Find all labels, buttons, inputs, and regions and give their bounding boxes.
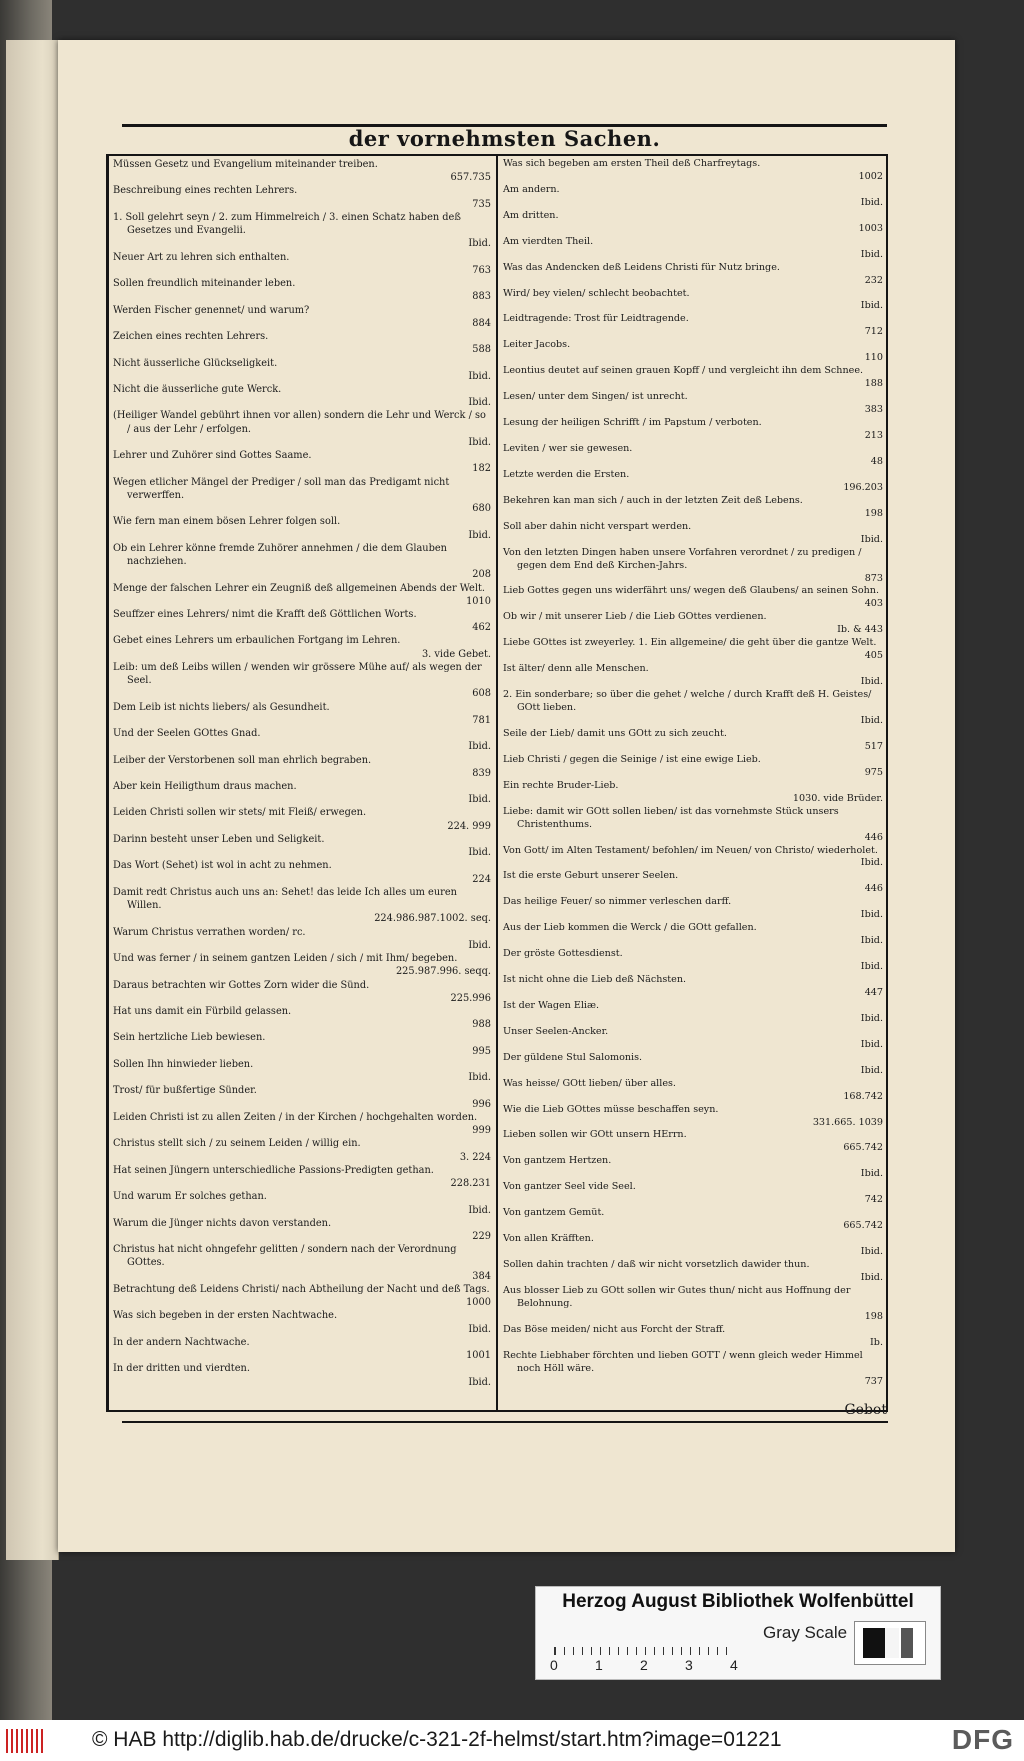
bottom-rule [106, 1410, 888, 1412]
index-entry-text: Lehrer und Zuhörer sind Gottes Saame. [113, 450, 312, 462]
index-entry-page: 665.742 [843, 1142, 883, 1154]
index-entry-text: Leiden Christi ist zu allen Zeiten / in der Kirchen / hochgehalten worden. [113, 1111, 478, 1123]
index-entry [503, 313, 883, 339]
index-entry-text: Leiber der Verstorbenen soll man ehrlich begraben. [113, 754, 372, 766]
ruler-number: 4 [730, 1657, 738, 1673]
index-entry-page: 182 [472, 463, 491, 475]
index-entry-page: Ibid. [860, 196, 883, 208]
index-entry-text: Leontius deutet auf seinen grauen Kopff / und vergleicht ihn dem Schnee. [503, 365, 864, 377]
index-entry [113, 926, 491, 952]
index-entry-page: Ibid. [860, 909, 883, 921]
index-entry [503, 585, 883, 611]
index-entry [113, 383, 491, 409]
index-entry-page: Ibid. [468, 1376, 491, 1388]
index-entry-page: 224.986.987.1002. seq. [374, 913, 491, 925]
index-entry [113, 661, 491, 701]
index-entry-text: Damit redt Christus auch uns an: Sehet! das leide Ich alles um euren Willen. [113, 886, 457, 912]
facing-page-edge [6, 40, 59, 1560]
index-entry-page: 198 [864, 1310, 883, 1322]
index-entry-text: Zeichen eines rechten Lehrers. [113, 331, 269, 343]
index-entry-page: 383 [864, 404, 883, 416]
index-entry-text: Gebet eines Lehrers um erbaulichen Fortgang im Lehren. [113, 635, 401, 647]
index-entry [113, 542, 491, 582]
index-entry-text: Von gantzer Seel vide Seel. [503, 1181, 636, 1193]
catchword: Gebot [844, 1402, 887, 1418]
index-entry-page: 988 [472, 1019, 491, 1031]
ruler-number: 3 [685, 1657, 693, 1673]
index-entry [503, 210, 883, 236]
bottom-rule-2 [122, 1421, 888, 1423]
index-entry-page: 735 [472, 198, 491, 210]
index-entry-page: 873 [864, 572, 883, 584]
index-entry [503, 870, 883, 896]
index-entry [113, 701, 491, 727]
index-entry-text: Leiden Christi sollen wir stets/ mit Fleiß/ erwegen. [113, 807, 367, 819]
gray-chip-dark [863, 1628, 885, 1658]
index-entry-text: Am andern. [503, 183, 560, 195]
index-entry-page: Ibid. [860, 961, 883, 973]
index-entry-text: Liebe GOttes ist zweyerley. 1. Ein allgemeine/ die geht über die gantze Welt. [503, 637, 877, 649]
index-entry-page: 446 [864, 883, 883, 895]
ruler-number: 0 [550, 1657, 558, 1673]
index-entry-text: Liebe: damit wir GOtt sollen lieben/ ist das vornehmste Stück unsers Christenthums. [503, 805, 839, 830]
index-entry-text: Seile der Lieb/ damit uns GOtt zu sich zeucht. [503, 727, 727, 739]
index-column-left [113, 158, 491, 1389]
index-entry [113, 952, 491, 978]
index-entry-page: 975 [864, 766, 883, 778]
index-entry-page: Ibid. [468, 529, 491, 541]
index-entry-page: 188 [864, 378, 883, 390]
frame-right-rule [886, 154, 888, 1410]
footer-copyright-link[interactable]: © HAB http://diglib.hab.de/drucke/c-321-2f-helmst/start.htm?image=01221 [92, 1728, 782, 1751]
index-entry-text: Das Wort (Sehet) ist wol in acht zu nehmen. [113, 860, 332, 872]
index-entry [503, 236, 883, 262]
index-entry-text: Daraus betrachten wir Gottes Zorn wider die Sünd. [113, 979, 370, 991]
index-entry-text: Was sich begeben in der ersten Nachtwache. [113, 1310, 338, 1322]
index-entry-text: Dem Leib ist nichts liebers/ als Gesundheit. [113, 701, 330, 713]
index-entry-page: 168.742 [843, 1090, 883, 1102]
index-entry [503, 469, 883, 495]
index-entry [503, 1155, 883, 1181]
index-entry-page: Ibid. [860, 1168, 883, 1180]
index-entry-page: 3. 224 [459, 1151, 491, 1163]
index-entry-page: Ibid. [468, 847, 491, 859]
index-entry-page: 224. 999 [447, 820, 491, 832]
index-entry-page: Ibid. [860, 935, 883, 947]
index-entry [503, 974, 883, 1000]
index-entry [113, 608, 491, 634]
index-entry-text: Leiter Jacobs. [503, 339, 571, 351]
index-entry-page: 999 [472, 1125, 491, 1137]
index-entry [113, 754, 491, 780]
index-entry-text: Von Gott/ im Alten Testament/ befohlen/ im Neuen/ von Christo/ wiederholet. [503, 844, 878, 856]
index-entry-text: Lesen/ unter dem Singen/ ist unrecht. [503, 391, 688, 403]
index-entry-page: Ibid. [468, 436, 491, 448]
index-entry [113, 1336, 491, 1362]
index-entry [503, 1026, 883, 1052]
index-entry-text: Und warum Er solches gethan. [113, 1191, 267, 1203]
index-entry-text: Was das Andencken deß Leidens Christi für Nutz bringe. [503, 261, 780, 273]
index-entry-page: 229 [472, 1230, 491, 1242]
index-entry-page: 517 [864, 740, 883, 752]
index-entry [503, 417, 883, 443]
index-entry [503, 288, 883, 314]
index-entry [503, 547, 883, 586]
gray-scale-label: Gray Scale [763, 1623, 848, 1642]
index-entry-text: Wie fern man einem bösen Lehrer folgen soll. [113, 516, 341, 528]
index-entry-page: Ibid. [468, 939, 491, 951]
index-entry [503, 1052, 883, 1078]
index-entry-page: 48 [870, 455, 883, 467]
index-entry [113, 171, 491, 184]
index-entry-text: Nicht die äusserliche gute Werck. [113, 383, 282, 395]
index-entry-text: Darinn besteht unser Leben und Seligkeit. [113, 833, 325, 845]
index-entry-text: Ist die erste Geburt unserer Seelen. [503, 870, 679, 882]
index-entry-page: Ibid. [860, 1271, 883, 1283]
index-entry-text: Menge der falschen Lehrer ein Zeugniß deß allgemeinen Abends der Welt. [113, 582, 486, 594]
index-entry-text: Sein hertzliche Lieb bewiesen. [113, 1032, 266, 1044]
index-entry [503, 1104, 883, 1130]
index-entry [113, 184, 491, 210]
index-entry [503, 1129, 883, 1155]
index-entry-text: Hat uns damit ein Fürbild gelassen. [113, 1006, 292, 1017]
index-entry [113, 357, 491, 383]
index-entry-page: 224 [472, 873, 491, 885]
index-entry [503, 922, 883, 948]
index-entry-text: Das heilige Feuer/ so nimmer verleschen darff. [503, 896, 732, 908]
index-entry-page: 1000 [466, 1297, 491, 1309]
index-entry [503, 1207, 883, 1233]
index-entry [113, 582, 491, 608]
index-entry [113, 1084, 491, 1110]
index-entry-text: Lieben sollen wir GOtt unsern HErrn. [503, 1129, 687, 1141]
index-entry-text: Ein rechte Bruder-Lieb. [503, 779, 619, 791]
index-entry [113, 1243, 491, 1283]
index-entry-text: Ist der Wagen Eliæ. [503, 999, 600, 1011]
index-entry [503, 689, 883, 728]
ruler-number: 1 [595, 1657, 603, 1673]
column-divider-rule [496, 154, 498, 1410]
library-name: Herzog August Bibliothek Wolfenbüttel [562, 1591, 914, 1612]
index-entry-text: Der gröste Gottesdienst. [503, 948, 623, 960]
index-entry-text: Christus hat nicht ohngefehr gelitten / sondern nach der Verordnung GOttes. [113, 1244, 457, 1269]
index-entry [503, 611, 883, 637]
index-entry [113, 409, 491, 449]
index-entry-page: 996 [472, 1098, 491, 1110]
index-entry-page: 384 [472, 1270, 491, 1282]
index-entry-text: Sollen Ihn hinwieder lieben. [113, 1058, 254, 1070]
index-entry-text: Wird/ bey vielen/ schlecht beobachtet. [503, 287, 690, 299]
index-entry [113, 1031, 491, 1057]
index-entry [503, 896, 883, 922]
index-entry-text: Am dritten. [503, 209, 559, 221]
index-entry [113, 979, 491, 1005]
index-entry-text: Was heisse/ GOtt lieben/ über alles. [503, 1077, 676, 1089]
index-entry-page: 781 [472, 714, 491, 726]
index-entry-text: Leviten / wer sie gewesen. [503, 442, 633, 454]
index-entry-text: Aus blosser Lieb zu GOtt sollen wir Gutes thun/ nicht aus Hoffnung der Belohnung. [503, 1284, 851, 1309]
index-entry-page: 208 [472, 569, 491, 581]
index-entry-text: Beschreibung eines rechten Lehrers. [113, 185, 298, 197]
index-entry-page: 1002 [858, 170, 883, 182]
index-entry-page: Ib. & 443 [837, 624, 883, 636]
index-entry [503, 495, 883, 521]
index-entry-page: Ibid. [860, 676, 883, 688]
index-entry-page: Ibid. [860, 1064, 883, 1076]
index-entry [113, 1283, 491, 1309]
index-entry-text: Werden Fischer genennet/ und warum? [113, 304, 310, 316]
index-entry-page: Ibid. [468, 370, 491, 382]
index-entry-page: 680 [472, 503, 491, 515]
index-entry-text: Aus der Lieb kommen die Werck / die GOtt gefallen. [503, 922, 757, 934]
index-entry-text: Lesung der heiligen Schrifft / im Papstum / verboten. [503, 417, 762, 429]
index-entry-page: 712 [864, 326, 883, 338]
index-entry-page: Ibid. [468, 1204, 491, 1216]
index-entry-page: 995 [472, 1045, 491, 1057]
index-entry [113, 158, 491, 171]
index-entry-page: 1001 [466, 1350, 491, 1362]
index-entry-page: 110 [864, 352, 883, 364]
index-entry-text: Betrachtung deß Leidens Christi/ nach Abtheilung der Nacht und deß Tags. [113, 1283, 490, 1295]
index-entry-text: Leidtragende: Trost für Leidtragende. [503, 313, 689, 325]
index-entry-text: (Heiliger Wandel gebührt ihnen vor allen) sondern die Lehr und Werck / so / aus der Lehr / erfolgen. [113, 410, 486, 435]
index-entry-page: 1010 [466, 595, 491, 607]
index-entry [113, 886, 491, 926]
index-entry [113, 330, 491, 356]
index-entry-text: Letzte werden die Ersten. [503, 468, 630, 480]
index-entry [503, 1350, 883, 1389]
index-entry [113, 634, 491, 660]
index-entry-text: Seuffzer eines Lehrers/ nimt die Krafft deß Göttlichen Worts. [113, 608, 417, 620]
dfg-logo: DFG [951, 1724, 1014, 1755]
index-entry-text: In der andern Nachtwache. [113, 1336, 250, 1348]
index-entry-page: Ibid. [860, 857, 883, 869]
index-entry-page: Ibid. [860, 533, 883, 545]
index-entry-text: Rechte Liebhaber förchten und lieben GOTT / wenn gleich weder Himmel noch Höll wäre. [503, 1349, 863, 1374]
index-entry-text: Und was ferner / in seinem gantzen Leiden / sich / mit Ihm/ begeben. [113, 953, 458, 965]
index-entry [113, 211, 491, 251]
index-entry-page: 225.996 [450, 992, 491, 1004]
index-entry-text: Warum die Jünger nichts davon verstanden. [113, 1217, 332, 1229]
index-entry-page: Ibid. [860, 1246, 883, 1258]
index-entry [113, 833, 491, 859]
gray-chip-mid [901, 1628, 913, 1658]
index-entry [503, 443, 883, 469]
index-entry [503, 1285, 883, 1324]
index-entry-page: 447 [864, 987, 883, 998]
frame-left-rule [106, 154, 109, 1410]
index-entry-text: Bekehren kan man sich / auch in der letzten Zeit deß Lebens. [503, 494, 803, 506]
index-entry-text: Von allen Kräfften. [503, 1233, 594, 1245]
index-entry-text: Von gantzem Hertzen. [503, 1155, 612, 1167]
index-entry-page: 196.203 [843, 481, 883, 493]
index-entry [113, 449, 491, 475]
index-entry-text: Müssen Gesetz und Evangelium miteinander treiben. [113, 159, 378, 170]
index-entry-page: Ibid. [468, 397, 491, 409]
index-entry-page: Ibid. [468, 1072, 491, 1084]
index-entry [113, 304, 491, 330]
index-entry-text: Neuer Art zu lehren sich enthalten. [113, 251, 290, 263]
index-entry-page: 884 [472, 317, 491, 329]
index-entry [113, 476, 491, 516]
index-entry [113, 1309, 491, 1335]
index-entry-page: 198 [864, 507, 883, 519]
index-entry [503, 845, 883, 871]
index-entry-text: Sollen dahin trachten / daß wir nicht vorsetzlich dawider thun. [503, 1259, 810, 1271]
index-entry-text: 1. Soll gelehrt seyn / 2. zum Himmelreich / 3. einen Schatz haben deß Gesetzes und Evangelii. [113, 211, 461, 237]
index-entry [113, 1362, 491, 1388]
index-entry-text: Der güldene Stul Salomonis. [503, 1051, 643, 1063]
ruler-ticks [554, 1647, 735, 1655]
index-entry-text: Das Böse meiden/ nicht aus Forcht der Straff. [503, 1323, 726, 1335]
index-entry-page: Ibid. [468, 794, 491, 806]
index-entry-page: 3. vide Gebet. [421, 648, 491, 660]
index-entry-page: Ibid. [860, 248, 883, 260]
library-color-card [535, 1586, 941, 1680]
index-entry-page: 446 [864, 831, 883, 843]
index-entry-text: In der dritten und vierdten. [113, 1363, 250, 1375]
index-entry [503, 339, 883, 365]
index-entry-text: Wie die Lieb GOttes müsse beschaffen seyn. [503, 1103, 719, 1115]
index-entry [113, 1005, 491, 1031]
index-entry [113, 277, 491, 303]
index-entry-page: Ibid. [860, 300, 883, 312]
index-entry-page: 228.231 [450, 1178, 491, 1190]
ruler-number: 2 [640, 1657, 648, 1673]
index-entry-text: Hat seinen Jüngern unterschiedliche Passions-Predigten gethan. [113, 1164, 434, 1176]
index-entry-text: Ist älter/ denn alle Menschen. [503, 663, 649, 675]
index-entry-text: Trost/ für bußfertige Sünder. [113, 1085, 257, 1097]
index-entry-page: 588 [472, 344, 491, 356]
index-entry [113, 251, 491, 277]
index-entry [503, 948, 883, 974]
hab-logo-icon [6, 1729, 46, 1753]
index-entry-text: Aber kein Heiligthum draus machen. [113, 781, 297, 793]
index-entry-page: 883 [472, 291, 491, 303]
index-entry-page: Ibid. [860, 1012, 883, 1024]
index-entry-page: 213 [864, 430, 883, 442]
index-entry [503, 728, 883, 754]
index-entry-page: 405 [864, 650, 883, 662]
index-entry [503, 1078, 883, 1104]
index-entry [503, 1181, 883, 1207]
index-entry-page: 225.987.996. seqq. [395, 966, 491, 978]
index-entry-page: 608 [472, 688, 491, 700]
index-entry-page: 1030. vide Brüder. [792, 792, 883, 804]
index-entry-text: Christus stellt sich / zu seinem Leiden / willig ein. [113, 1138, 361, 1150]
index-entry-text: Am vierdten Theil. [503, 235, 594, 247]
index-entry [113, 780, 491, 806]
index-entry-page: 839 [472, 767, 491, 779]
index-entry-page: 232 [864, 274, 883, 286]
index-entry-text: Warum Christus verrathen worden/ rc. [113, 926, 306, 938]
index-entry [503, 391, 883, 417]
index-entry [503, 184, 883, 210]
index-entry [503, 1324, 883, 1350]
index-entry [503, 663, 883, 689]
index-entry-text: Und der Seelen GOttes Gnad. [113, 728, 261, 740]
index-entry-text: Leib: um deß Leibs willen / wenden wir grössere Mühe auf/ als wegen der Seel. [113, 661, 482, 687]
index-entry [503, 1000, 883, 1026]
index-entry-page: Ibid. [860, 1038, 883, 1050]
index-entry [503, 1233, 883, 1259]
index-entry [113, 806, 491, 832]
index-entry [503, 158, 883, 184]
index-entry [113, 515, 491, 541]
index-entry-page: Ibid. [860, 714, 883, 726]
index-entry-page: 737 [864, 1375, 883, 1387]
index-entry-page: Ibid. [468, 741, 491, 753]
index-entry [113, 859, 491, 885]
index-entry-page: 1003 [858, 222, 883, 234]
index-entry-text: 2. Ein sonderbare; so über die gehet / welche / durch Krafft deß H. Geistes/ GOtt lieben. [503, 689, 872, 714]
index-entry-text: Nicht äusserliche Glückseligkeit. [113, 357, 278, 369]
index-entry-page: 763 [472, 264, 491, 276]
index-entry-text: Sollen freundlich miteinander leben. [113, 278, 296, 290]
index-entry [503, 754, 883, 780]
index-entry [503, 365, 883, 391]
index-entry-text: Ob wir / mit unserer Lieb / die Lieb GOttes verdienen. [503, 611, 767, 623]
gray-chip-light [885, 1628, 899, 1658]
index-entry [113, 1217, 491, 1243]
page-header-title: der vornehmsten Sachen. [348, 126, 661, 151]
footer-bar [0, 1720, 1024, 1761]
index-entry [503, 262, 883, 288]
index-entry-page: 665.742 [843, 1220, 883, 1232]
index-entry [503, 637, 883, 663]
index-entry-text: Von den letzten Dingen haben unsere Vorfahren verordnet / zu predigen / gegen dem End deß Kirchen-Jahrs. [503, 546, 862, 571]
index-entry-text: Von gantzem Gemüt. [503, 1207, 605, 1219]
index-entry-text: Ob ein Lehrer könne fremde Zuhörer annehmen / die dem Glauben nachziehen. [113, 542, 447, 568]
index-entry-page: 462 [472, 622, 491, 634]
index-entry-text: Lieb Christi / gegen die Seinige / ist eine ewige Lieb. [503, 753, 761, 765]
index-entry-text: Lieb Gottes gegen uns widerfährt uns/ wegen deß Glaubens/ an seinen Sohn. [503, 585, 879, 597]
index-entry [503, 780, 883, 806]
index-entry-text: Wegen etlicher Mängel der Prediger / soll man das Predigamt nicht verwerffen. [113, 476, 450, 501]
index-entry [503, 521, 883, 547]
index-entry-page: 657.735 [450, 172, 491, 184]
index-entry-page: 331.665. 1039 [812, 1116, 883, 1128]
index-entry-text: Was sich begeben am ersten Theil deß Charfreytags. [503, 158, 761, 169]
index-entry [113, 1190, 491, 1216]
index-entry-page: Ibid. [468, 238, 491, 250]
index-entry [113, 1058, 491, 1084]
index-entry [113, 1137, 491, 1163]
index-entry-text: Unser Seelen-Ancker. [503, 1025, 609, 1037]
index-entry-page: Ibid. [468, 1323, 491, 1335]
index-entry-page: 403 [864, 598, 883, 610]
index-entry-page: Ib. [870, 1336, 883, 1348]
index-entry [113, 1164, 491, 1190]
index-entry [503, 806, 883, 845]
index-entry [113, 1111, 491, 1137]
index-entry-text: Ist nicht ohne die Lieb deß Nächsten. [503, 974, 687, 986]
index-column-right [503, 158, 883, 1389]
index-entry-text: Soll aber dahin nicht verspart werden. [503, 520, 692, 532]
index-entry-page: 742 [864, 1194, 883, 1206]
gray-scale-chips [854, 1621, 926, 1665]
index-entry [113, 727, 491, 753]
index-entry [503, 1259, 883, 1285]
